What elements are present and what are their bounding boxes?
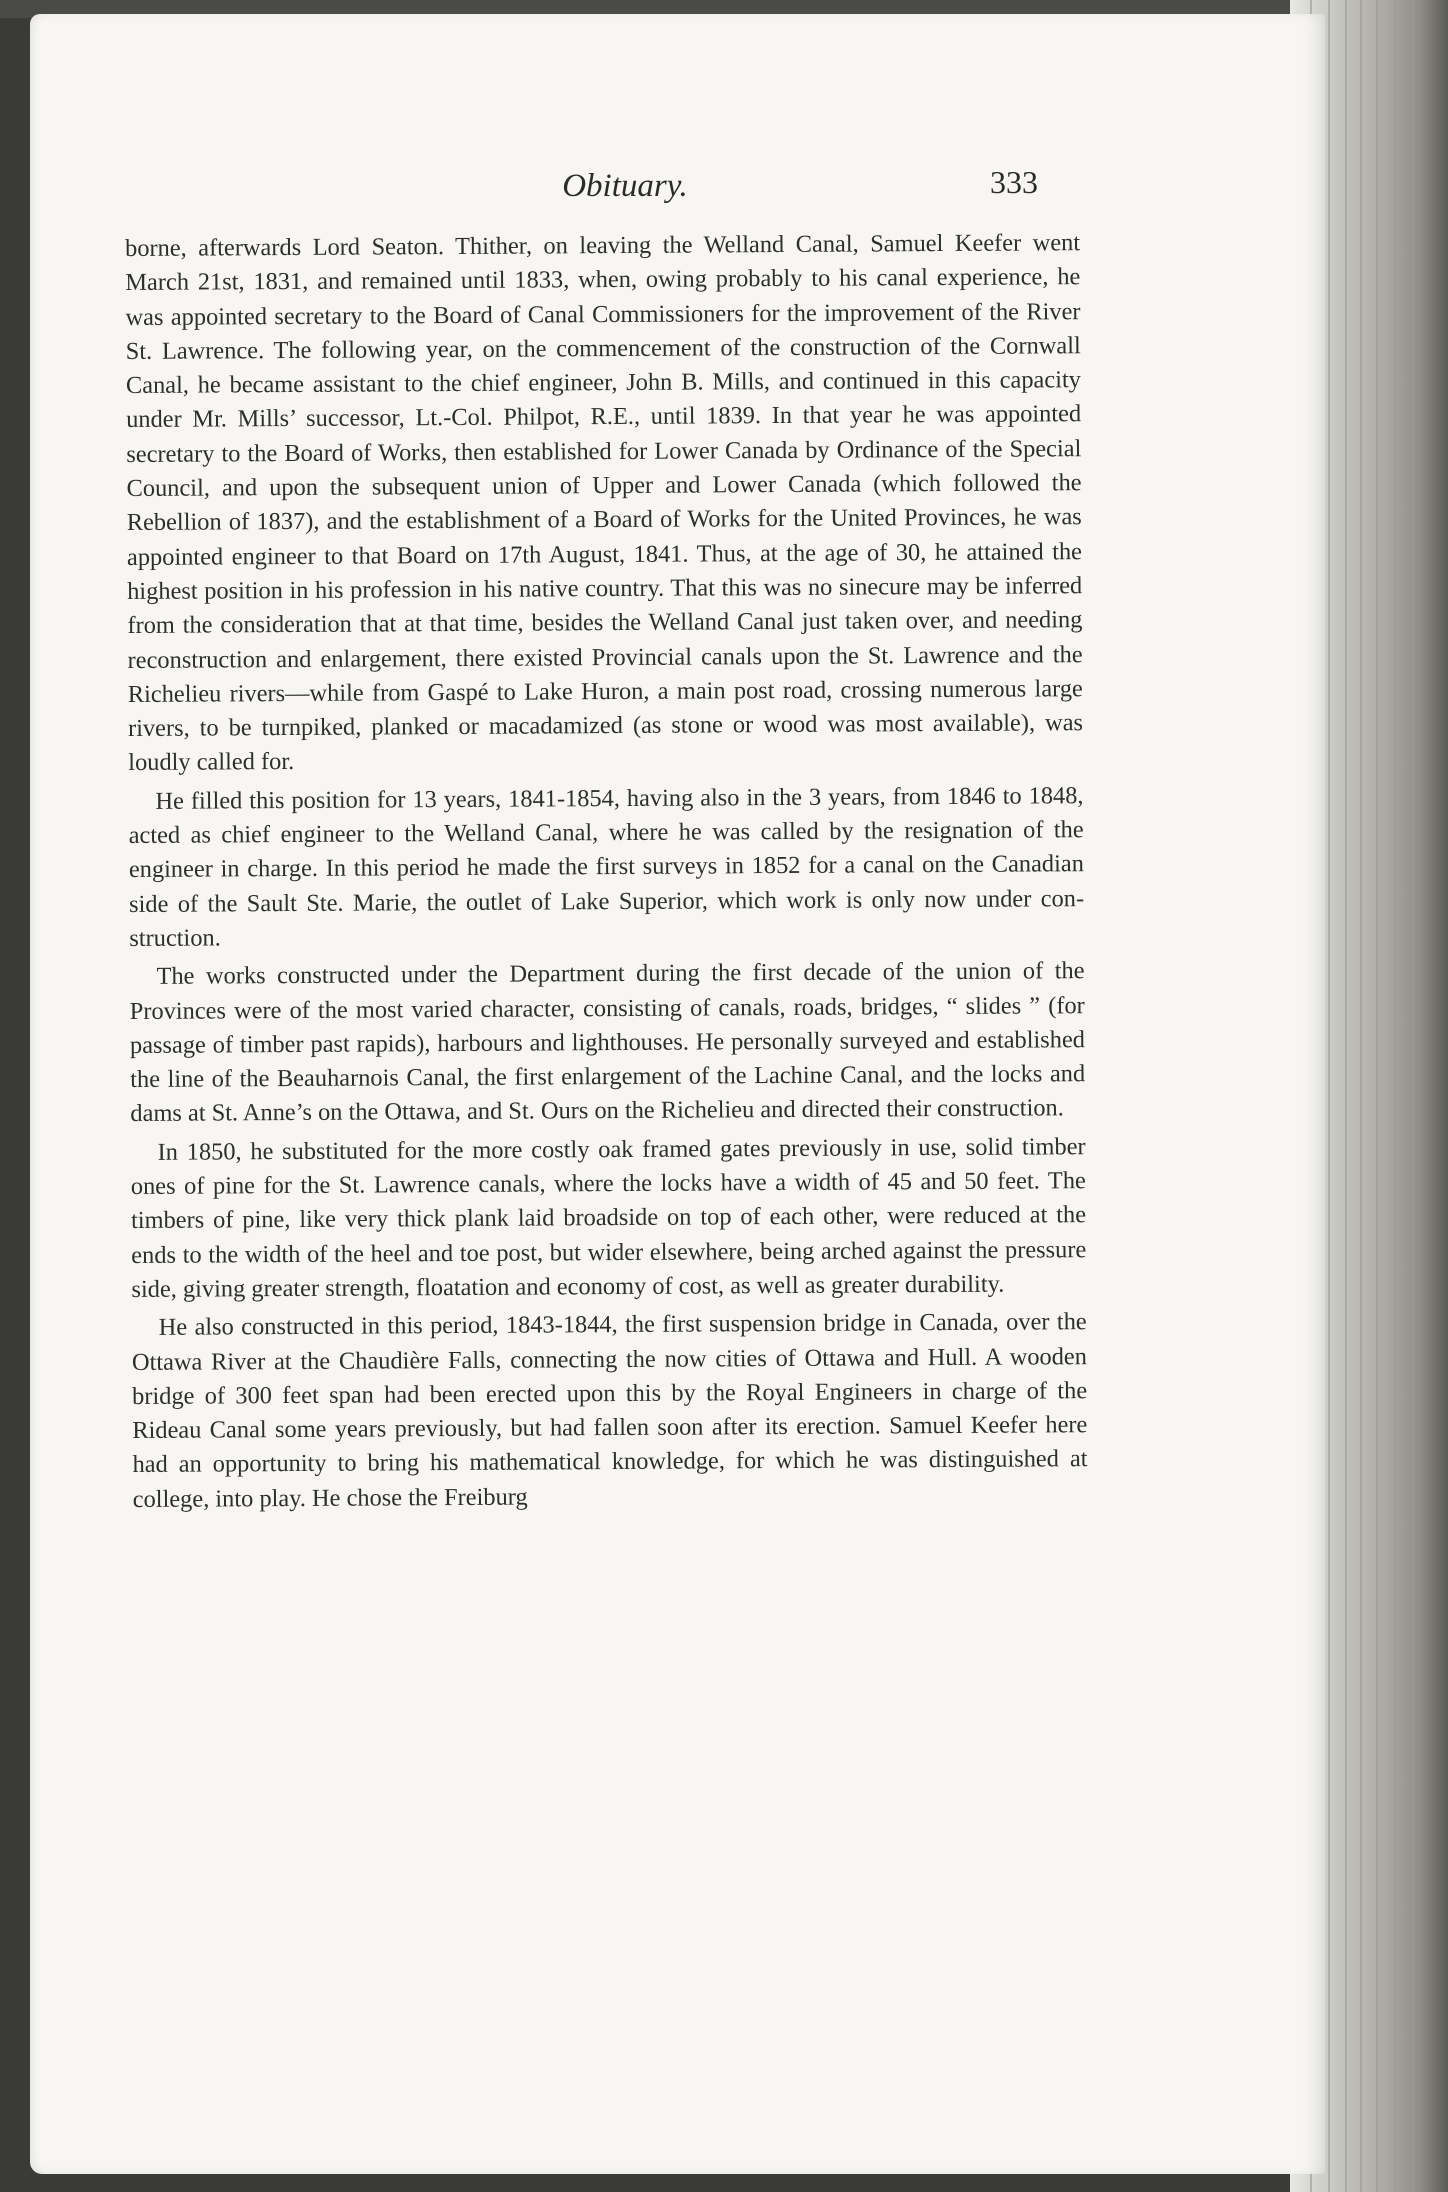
paragraph-4: In 1850, he substituted for the more costly oak framed gates previously in use, solid timber ones of pine for the St. Lawrence canals, where the locks have a width of 45 and 50 feet. The timbers of pine, like very thick plank laid broadside on top of each other, were reduced at the ends to the width of the heel and toe post, but wider elsewhere, being arched against the pressure side, giving greater strength, floatation and economy of cost, as well as greater durability. <box>130 1132 1087 1303</box>
page-number: 333 <box>990 164 1038 200</box>
body-text <box>125 226 1088 1517</box>
paragraph-5: He also constructed in this period, 1843-1844, the first suspension bridge in Canada, over the Ottawa River at the Chaudière Falls, connecting the now cities of Ottawa and Hull. A wooden bridge of 300 feet span had been erected upon this by the Royal Engineers in charge of the Rideau Canal some years previously, but had fallen soon after its erection. Samuel Keefer here had an opportunity to bring his mathematical knowledge, for which he was distinguished at college, into play. He chose the Freiburg <box>131 1308 1088 1513</box>
paragraph-3: The works constructed under the Department during the first decade of the union of the Provinces were of the most varied character, consisting of canals, roads, bridges, “ slides ” (for passage of timber past rapids), harbours and lighthouses. He personally surveyed and established the line of the Beauharnois Canal, the first enlargement of the Lachine Canal, and the locks and dams at St. Anne’s on the Ottawa, and St. Ours on the Richelieu and directed their construction. <box>129 957 1086 1128</box>
running-head: Obituary. <box>562 168 688 204</box>
paragraph-2: He filled this position for 13 years, 1841-1854, having also in the 3 years, from 1846 to 1848, acted as chief engineer to the Welland Canal, where he was called by the resignation of the engineer in charge. In this period he made the first surveys in 1852 for a canal on the Canadian side of the Sault Ste. Marie, the outlet of Lake Superior, which work is only now under construction. <box>128 781 1085 952</box>
page-header <box>30 164 1325 214</box>
book-page <box>30 14 1325 2174</box>
paragraph-1: borne, afterwards Lord Seaton. Thither, on leaving the Welland Canal, Samuel Keefer went March 21st, 1831, and remained until 1833, when, owing probably to his canal experience, he was appointed secretary to the Board of Canal Commissioners for the improvement of the River St. Lawrence. The following year, on the commencement of the construction of the Cornwall Canal, he became assistant to the chief engineer, John B. Mills, and continued in this capacity under Mr. Mills’ successor, Lt.-Col. Philpot, R.E., until 1839. In that year he was appointed secretary to the Board of Works, then established for Lower Canada by Ordinance of the Special Council, and upon the subsequent union of Upper and Lower Canada (which followed the Rebellion of 1837), and the establishment of a Board of Works for the United Provinces, he was appointed engineer to that Board on 17th August, 1841. Thus, at the age of 30, he attained the highest position in his profession in his native country. That this was no sinecure may be inferred from the consideration that at that time, besides the Welland Canal just taken over, and needing reconstruction and enlargement, there existed Provincial canals upon the St. Lawrence and the Richelieu rivers—while from Gaspé to Lake Huron, a main post road, crossing numerous large rivers, to be turnpiked, planked or macadamized (as stone or wood was most available), was loudly called for. <box>125 229 1084 777</box>
